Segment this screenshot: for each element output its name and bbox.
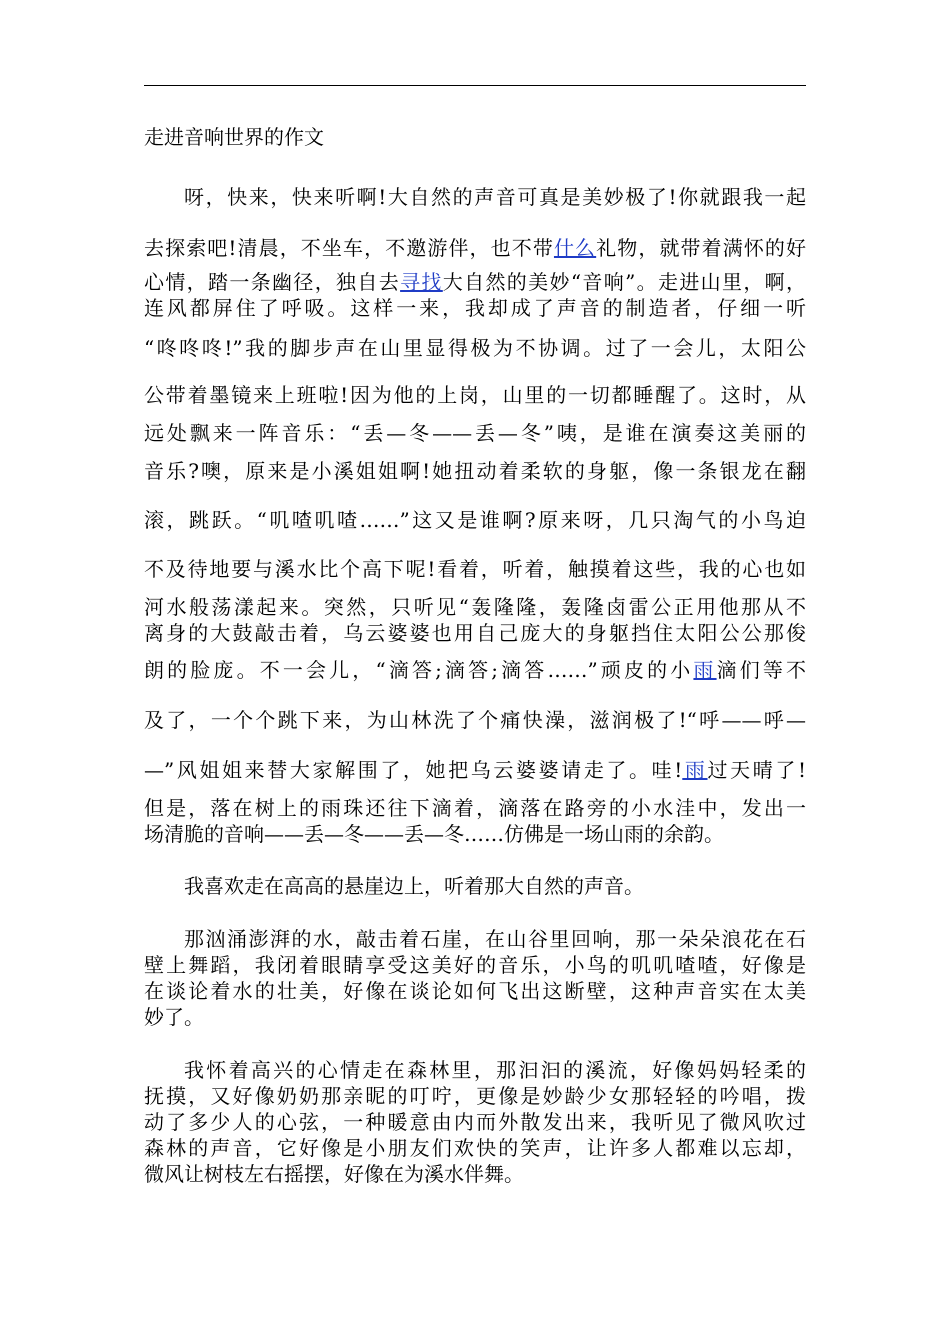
paragraph-1-line-6: 公带着墨镜来上班啦!因为他的上岗，山里的一切都睡醒了。这时，从 (144, 383, 806, 407)
paragraph-1-line-13: 朗的脸庞。不一会儿，“滴答;滴答;滴答……”顽皮的小雨滴们等不 (144, 658, 806, 682)
paragraph-1-line-2: 去探索吧!清晨，不坐车，不邀游伴，也不带什么礼物，就带着满怀的好 (144, 236, 806, 260)
link-shenme[interactable]: 什么 (553, 236, 597, 260)
paragraph-1-line-1: 呀，快来，快来听啊!大自然的声音可真是美妙极了!你就跟我一起 (184, 185, 806, 209)
paragraph-1-line-17: 场清脆的音响——丢—冬——丢—冬……仿佛是一场山雨的余韵。 (144, 822, 724, 846)
header-rule (144, 85, 806, 86)
link-xunzhao[interactable]: 寻找 (400, 270, 443, 294)
link-yu-1[interactable]: 雨 (693, 658, 717, 682)
link-yu-2[interactable]: 雨 (682, 758, 708, 782)
paragraph-1-line-4: 连风都屏住了呼吸。这样一来，我却成了声音的制造者，仔细一听 (144, 296, 806, 320)
paragraph-2-line-1: 我喜欢走在高高的悬崖边上，听着那大自然的声音。 (184, 874, 644, 898)
paragraph-1-line-14: 及了，一个个跳下来，为山林洗了个痛快澡，滋润极了!“呼——呼— (144, 708, 806, 732)
paragraph-4-line-3: 动了多少人的心弦，一种暖意由内而外散发出来，我听见了微风吹过 (144, 1110, 806, 1134)
paragraph-1-line-5: “咚咚咚!”我的脚步声在山里显得极为不协调。过了一会儿，太阳公 (144, 336, 806, 360)
paragraph-1-line-16: 但是，落在树上的雨珠还往下滴着，滴落在路旁的小水洼中，发出一 (144, 796, 806, 820)
paragraph-1-line-8: 音乐?噢，原来是小溪姐姐啊!她扭动着柔软的身躯，像一条银龙在翻 (144, 459, 806, 483)
paragraph-1-line-15: —”风姐姐来替大家解围了，她把乌云婆婆请走了。哇!雨过天晴了! (144, 758, 806, 782)
paragraph-4-line-1: 我怀着高兴的心情走在森林里，那汩汩的溪流，好像妈妈轻柔的 (184, 1058, 806, 1082)
paragraph-4-line-5: 微风让树枝左右摇摆，好像在为溪水伴舞。 (144, 1162, 524, 1186)
paragraph-1-line-11: 河水般荡漾起来。突然，只听见“轰隆隆，轰隆卤雷公正用他那从不 (144, 595, 806, 619)
paragraph-4-line-4: 森林的声音，它好像是小朋友们欢快的笑声，让许多人都难以忘却， (144, 1136, 806, 1160)
paragraph-1-line-3: 心情，踏一条幽径，独自去寻找大自然的美妙“音响”。走进山里，啊， (144, 270, 806, 294)
paragraph-1-line-12: 离身的大鼓敲击着，乌云婆婆也用自己庞大的身躯挡住太阳公公那俊 (144, 621, 806, 645)
paragraph-3-line-2: 壁上舞蹈，我闭着眼睛享受这美好的音乐，小鸟的叽叽喳喳，好像是 (144, 953, 806, 977)
paragraph-3-line-4: 妙了。 (144, 1005, 204, 1029)
paragraph-3-line-3: 在谈论着水的壮美，好像在谈论如何飞出这断壁，这种声音实在太美 (144, 979, 806, 1003)
paragraph-3-line-1: 那汹涌澎湃的水，敲击着石崖，在山谷里回响，那一朵朵浪花在石 (184, 927, 806, 951)
paragraph-4-line-2: 抚摸，又好像奶奶那亲昵的叮咛，更像是妙龄少女那轻轻的吟唱，拨 (144, 1084, 806, 1108)
paragraph-1-line-7: 远处飘来一阵音乐：“丢—冬——丢—冬”咦，是谁在演奏这美丽的 (144, 421, 806, 445)
paragraph-1-line-9: 滚，跳跃。“叽喳叽喳……”这又是谁啊?原来呀，几只淘气的小鸟迫 (144, 508, 806, 532)
document-title: 走进音响世界的作文 (144, 125, 324, 149)
paragraph-1-line-10: 不及待地要与溪水比个高下呢!看着，听着，触摸着这些，我的心也如 (144, 557, 806, 581)
